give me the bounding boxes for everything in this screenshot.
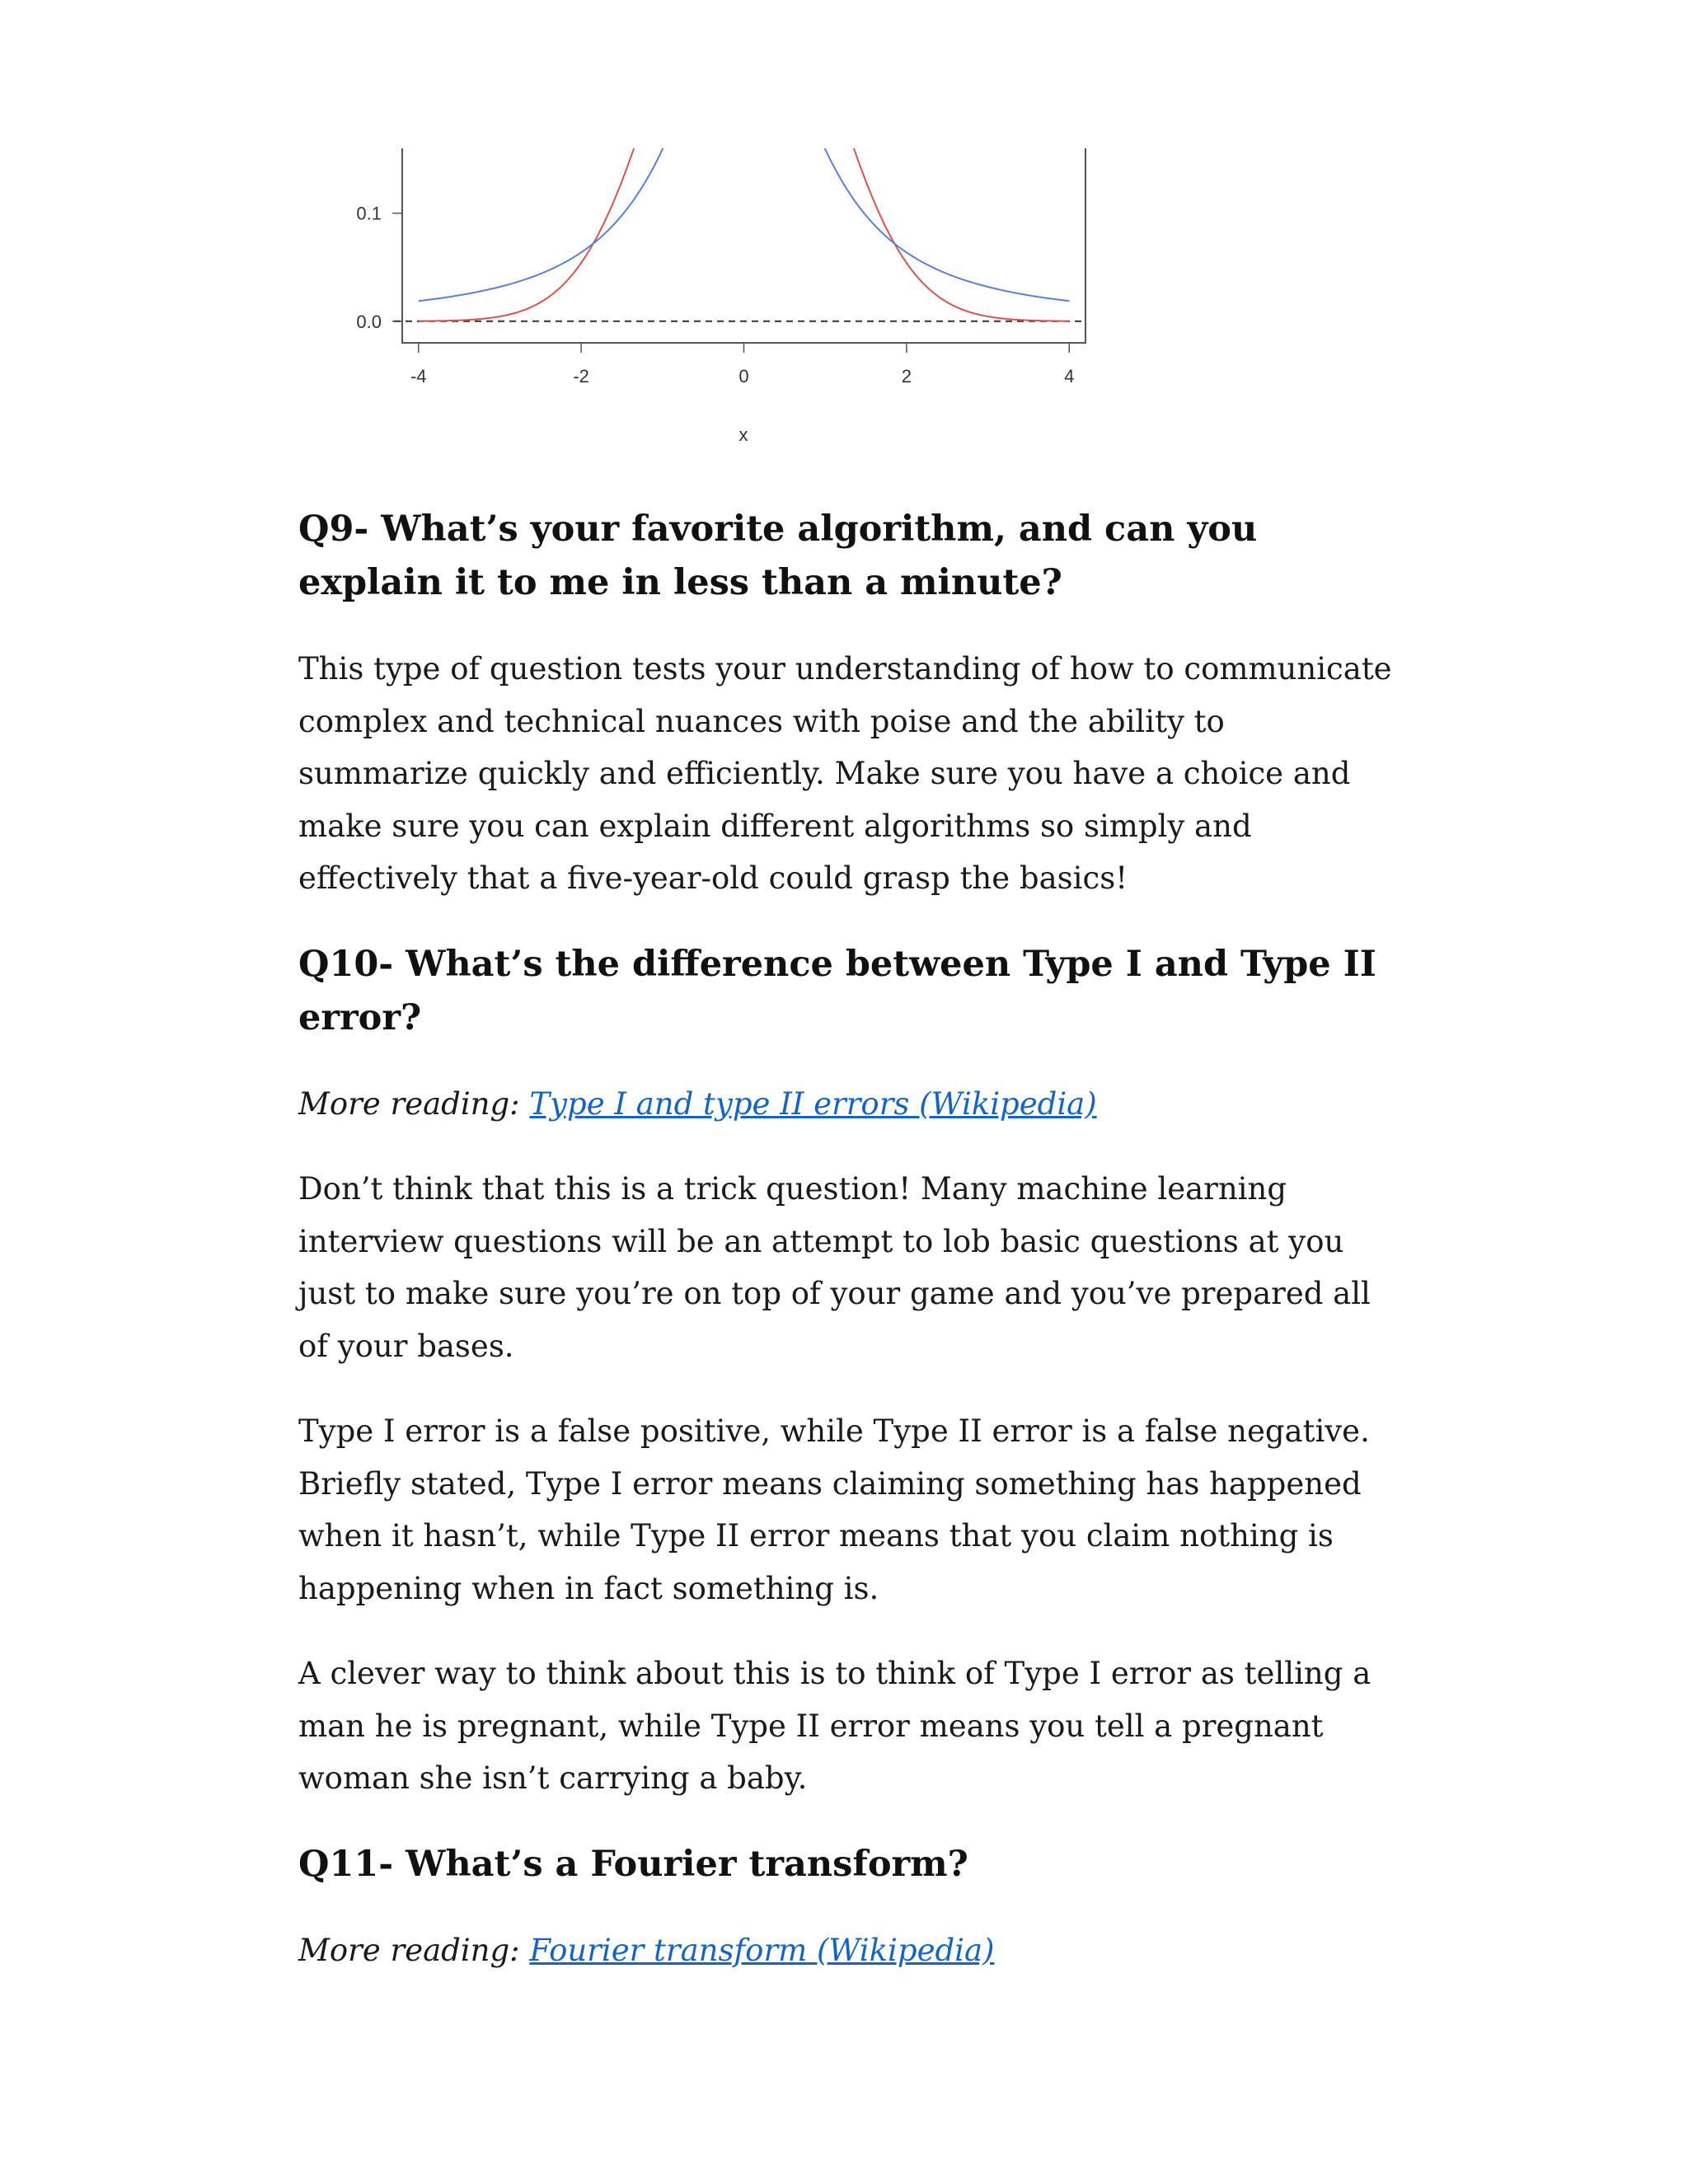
density-chart [313, 124, 1104, 462]
x-tick-label: 2 [901, 366, 912, 387]
plot-frame [402, 148, 1085, 343]
q10-paragraph-1: Don’t think that this is a trick question! Many machine learning interview questions will be an attempt to lob basic questions at you just to make sure you’re on top of your game and you’ve prepared all of your bases. [298, 1171, 1371, 1364]
fourier-wikipedia-link[interactable]: Fourier transform (Wikipedia) [529, 1932, 995, 1968]
more-reading-label: More reading: [298, 1932, 530, 1968]
cauchy-density-curve [419, 124, 1070, 301]
q9-heading: Q9- What’s your favorite algorithm, and can you explain it to me in less than a minute? [298, 509, 1258, 603]
type-errors-wikipedia-link[interactable]: Type I and type II errors (Wikipedia) [529, 1085, 1097, 1122]
normal-density-curve [419, 124, 1070, 321]
q10-paragraph-2: Type I error is a false positive, while Type II error is a false negative. Briefly stated, Type I error means claiming something has happened when it hasn’t, while Type II error means that you claim nothing is happening when in fact something is. [298, 1413, 1370, 1606]
y-tick-label: 0.1 [356, 203, 382, 224]
q10-more-reading [298, 1078, 1395, 1131]
article-content [298, 503, 1395, 2009]
chart-axes [402, 148, 1085, 343]
x-tick-label: -2 [573, 366, 589, 387]
q10-heading: Q10- What’s the difference between Type I and Type II error? [298, 943, 1376, 1038]
q9-body: This type of question tests your understanding of how to communicate complex and technical nuances with poise and the ability to summarize quickly and efficiently. Make sure you have a choice and make sure you can explain different algorithms so simply and effectively that a five-year-old could grasp the basics! [298, 651, 1392, 896]
y-tick-label: 0.0 [356, 311, 382, 332]
q10-paragraph-3: A clever way to think about this is to think of Type I error as telling a man he is pregnant, while Type II error means you tell a pregnant woman she isn’t carrying a baby. [298, 1656, 1372, 1796]
x-axis-label: x [738, 424, 748, 445]
chart-series [394, 124, 1085, 321]
x-tick-label: -4 [410, 366, 427, 387]
more-reading-label: More reading: [298, 1085, 530, 1122]
q11-heading: Q11- What’s a Fourier transform? [298, 1843, 968, 1885]
x-tick-label: 0 [738, 366, 749, 387]
x-tick-label: 4 [1064, 366, 1075, 387]
q11-more-reading [298, 1924, 1395, 1977]
